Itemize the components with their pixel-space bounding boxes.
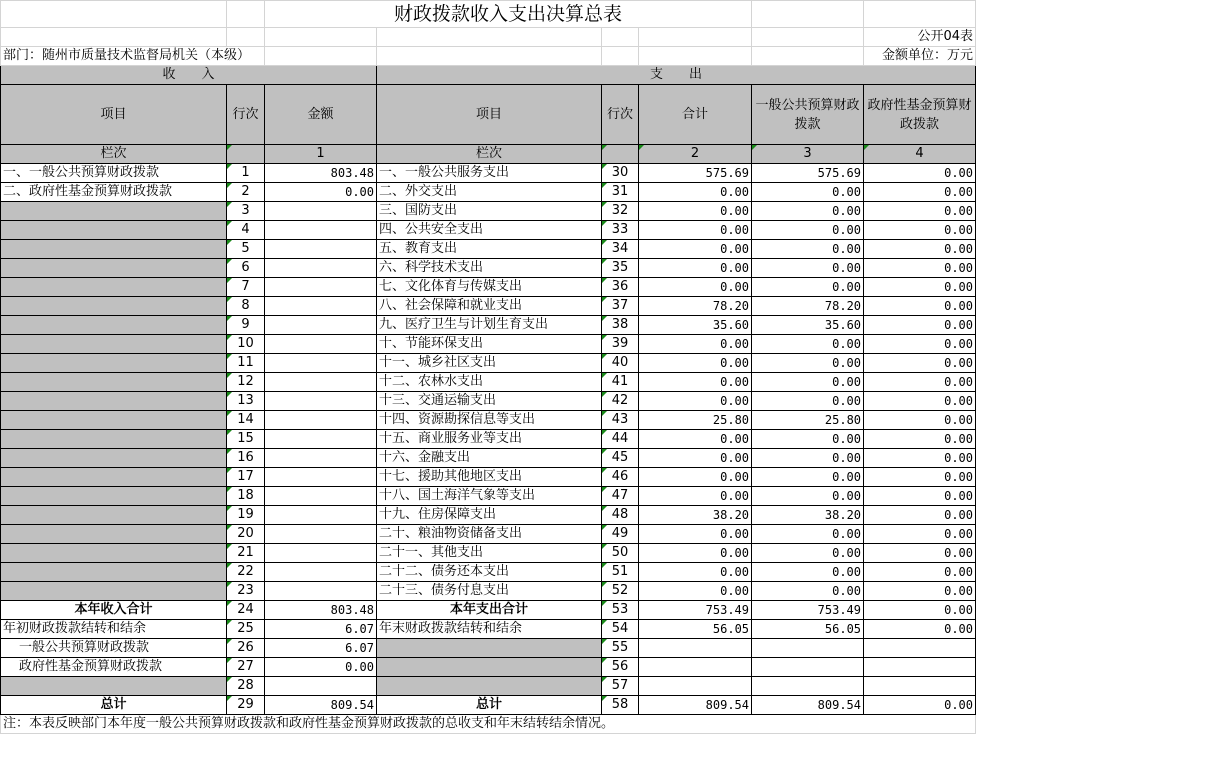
- expense-total-cell: 575.69: [639, 164, 752, 183]
- expense-general-cell: 0.00: [752, 544, 864, 563]
- expense-item-cell: [377, 677, 602, 696]
- expense-fund-header: 政府性基金预算财政拨款: [864, 85, 976, 145]
- income-item-cell: 一、一般公共预算财政拨款: [1, 164, 227, 183]
- income-item-cell: [1, 487, 227, 506]
- expense-line-cell: 45: [602, 449, 639, 468]
- expense-total-cell: 56.05: [639, 620, 752, 639]
- expense-fund-cell: 0.00: [864, 411, 976, 430]
- income-amount-header: 金额: [265, 85, 377, 145]
- income-item-cell: [1, 544, 227, 563]
- income-item-cell: 二、政府性基金预算财政拨款: [1, 183, 227, 202]
- expense-item-cell: 八、社会保障和就业支出: [377, 297, 602, 316]
- summary-row: [1, 601, 976, 620]
- income-item-cell: [1, 335, 227, 354]
- expense-fund-cell: 0.00: [864, 525, 976, 544]
- table-row: [1, 221, 976, 240]
- income-item-cell: [1, 373, 227, 392]
- expense-general-cell: 0.00: [752, 563, 864, 582]
- expense-item-cell: 十二、农林水支出: [377, 373, 602, 392]
- expense-item-cell: 十九、住房保障支出: [377, 506, 602, 525]
- expense-fund-cell: 0.00: [864, 335, 976, 354]
- expense-line-cell: 49: [602, 525, 639, 544]
- expense-general-cell: 78.20: [752, 297, 864, 316]
- income-line-cell: 2: [227, 183, 265, 202]
- expense-line-cell: 52: [602, 582, 639, 601]
- income-amount-cell: [265, 240, 377, 259]
- income-amount-cell: [265, 449, 377, 468]
- expense-item-cell: 六、科学技术支出: [377, 259, 602, 278]
- expense-item-cell: 二十二、债务还本支出: [377, 563, 602, 582]
- expense-total-cell: 0.00: [639, 335, 752, 354]
- column-index-1: 1: [265, 145, 377, 164]
- expense-total-cell: 0.00: [639, 392, 752, 411]
- expense-fund-cell: 0.00: [864, 696, 976, 715]
- income-item-header: 项目: [1, 85, 227, 145]
- income-item-cell: [1, 392, 227, 411]
- expense-total-cell: 0.00: [639, 354, 752, 373]
- expense-line-cell: 43: [602, 411, 639, 430]
- expense-fund-cell: 0.00: [864, 449, 976, 468]
- expense-total-cell: 0.00: [639, 525, 752, 544]
- income-item-cell: 本年收入合计: [1, 601, 227, 620]
- table-row: [1, 468, 976, 487]
- expense-item-cell: 本年支出合计: [377, 601, 602, 620]
- income-amount-cell: [265, 525, 377, 544]
- income-line-cell: 23: [227, 582, 265, 601]
- income-item-cell: [1, 411, 227, 430]
- income-line-cell: 20: [227, 525, 265, 544]
- table-row: [1, 335, 976, 354]
- expense-fund-cell: 0.00: [864, 183, 976, 202]
- expense-item-cell: 五、教育支出: [377, 240, 602, 259]
- expense-header: 支 出: [377, 66, 976, 85]
- income-item-cell: [1, 506, 227, 525]
- income-amount-cell: [265, 392, 377, 411]
- expense-line-cell: 58: [602, 696, 639, 715]
- expense-general-cell: [752, 677, 864, 696]
- expense-general-cell: [752, 658, 864, 677]
- expense-fund-cell: 0.00: [864, 259, 976, 278]
- income-line-cell: 29: [227, 696, 265, 715]
- summary-row: [1, 696, 976, 715]
- expense-total-cell: 0.00: [639, 563, 752, 582]
- income-item-cell: [1, 278, 227, 297]
- table-row: [1, 297, 976, 316]
- table-row: [1, 183, 976, 202]
- expense-general-cell: 0.00: [752, 202, 864, 221]
- expense-fund-cell: 0.00: [864, 221, 976, 240]
- income-amount-cell: [265, 316, 377, 335]
- column-index-cell: [602, 145, 639, 164]
- income-line-cell: 9: [227, 316, 265, 335]
- table-row: [1, 411, 976, 430]
- table-row: [1, 259, 976, 278]
- expense-item-cell: 十六、金融支出: [377, 449, 602, 468]
- expense-total-cell: [639, 658, 752, 677]
- expense-line-cell: 42: [602, 392, 639, 411]
- expense-fund-cell: [864, 658, 976, 677]
- expense-line-cell: 47: [602, 487, 639, 506]
- income-amount-cell: [265, 677, 377, 696]
- expense-fund-cell: 0.00: [864, 297, 976, 316]
- expense-line-cell: 32: [602, 202, 639, 221]
- expense-general-cell: 0.00: [752, 392, 864, 411]
- summary-row: [1, 639, 976, 658]
- expense-fund-cell: 0.00: [864, 620, 976, 639]
- expense-general-cell: 0.00: [752, 582, 864, 601]
- expense-fund-cell: 0.00: [864, 164, 976, 183]
- expense-general-cell: 0.00: [752, 449, 864, 468]
- expense-general-cell: 753.49: [752, 601, 864, 620]
- expense-fund-cell: 0.00: [864, 278, 976, 297]
- income-line-cell: 15: [227, 430, 265, 449]
- expense-general-cell: 0.00: [752, 259, 864, 278]
- expense-fund-cell: 0.00: [864, 563, 976, 582]
- table-row: [1, 373, 976, 392]
- expense-total-cell: 0.00: [639, 449, 752, 468]
- expense-item-cell: 四、公共安全支出: [377, 221, 602, 240]
- expense-line-cell: 44: [602, 430, 639, 449]
- expense-line-cell: 38: [602, 316, 639, 335]
- income-amount-cell: [265, 582, 377, 601]
- expense-line-cell: 34: [602, 240, 639, 259]
- income-line-header: 行次: [227, 85, 265, 145]
- income-item-cell: [1, 316, 227, 335]
- table-row: [1, 563, 976, 582]
- income-amount-cell: [265, 487, 377, 506]
- form-number: 公开04表: [864, 28, 976, 47]
- expense-total-cell: 0.00: [639, 259, 752, 278]
- income-line-cell: 18: [227, 487, 265, 506]
- expense-fund-cell: 0.00: [864, 373, 976, 392]
- table-row: [1, 544, 976, 563]
- income-amount-cell: 803.48: [265, 164, 377, 183]
- expense-line-cell: 31: [602, 183, 639, 202]
- income-amount-cell: [265, 506, 377, 525]
- income-item-cell: [1, 297, 227, 316]
- expense-total-cell: 78.20: [639, 297, 752, 316]
- income-line-cell: 14: [227, 411, 265, 430]
- expense-general-cell: 0.00: [752, 487, 864, 506]
- table-row: [1, 278, 976, 297]
- income-line-cell: 21: [227, 544, 265, 563]
- expense-general-cell: 0.00: [752, 468, 864, 487]
- expense-total-cell: 25.80: [639, 411, 752, 430]
- expense-item-cell: 三、国防支出: [377, 202, 602, 221]
- income-amount-cell: 0.00: [265, 183, 377, 202]
- expense-total-cell: 809.54: [639, 696, 752, 715]
- expense-total-cell: 0.00: [639, 278, 752, 297]
- income-line-cell: 1: [227, 164, 265, 183]
- expense-line-cell: 40: [602, 354, 639, 373]
- income-item-cell: [1, 202, 227, 221]
- column-index-2: 2: [639, 145, 752, 164]
- expense-item-header: 项目: [377, 85, 602, 145]
- table-row: [1, 582, 976, 601]
- footnote: 注：本表反映部门本年度一般公共预算财政拨款和政府性基金预算财政拨款的总收支和年末结转结余情况。: [1, 715, 976, 734]
- income-amount-cell: [265, 468, 377, 487]
- income-amount-cell: [265, 373, 377, 392]
- expense-general-cell: 0.00: [752, 335, 864, 354]
- expense-item-cell: 二十、粮油物资储备支出: [377, 525, 602, 544]
- expense-general-cell: 0.00: [752, 221, 864, 240]
- income-amount-cell: [265, 259, 377, 278]
- table-row: [1, 392, 976, 411]
- income-line-cell: 25: [227, 620, 265, 639]
- expense-item-cell: 十八、国土海洋气象等支出: [377, 487, 602, 506]
- column-index-label: 栏次: [1, 145, 227, 164]
- expense-fund-cell: 0.00: [864, 601, 976, 620]
- income-item-cell: [1, 430, 227, 449]
- income-amount-cell: 6.07: [265, 639, 377, 658]
- expense-fund-cell: 0.00: [864, 392, 976, 411]
- expense-general-cell: 0.00: [752, 240, 864, 259]
- expense-fund-cell: 0.00: [864, 240, 976, 259]
- expense-line-cell: 39: [602, 335, 639, 354]
- income-item-cell: [1, 582, 227, 601]
- income-item-cell: [1, 677, 227, 696]
- income-line-cell: 3: [227, 202, 265, 221]
- income-line-cell: 8: [227, 297, 265, 316]
- income-item-cell: [1, 563, 227, 582]
- income-amount-cell: [265, 278, 377, 297]
- table-row: [1, 202, 976, 221]
- income-amount-cell: [265, 563, 377, 582]
- expense-line-cell: 54: [602, 620, 639, 639]
- income-line-cell: 22: [227, 563, 265, 582]
- income-amount-cell: [265, 221, 377, 240]
- expense-fund-cell: 0.00: [864, 202, 976, 221]
- income-amount-cell: [265, 202, 377, 221]
- expense-fund-cell: [864, 639, 976, 658]
- expense-item-cell: 年末财政拨款结转和结余: [377, 620, 602, 639]
- summary-row: [1, 677, 976, 696]
- expense-item-cell: 七、文化体育与传媒支出: [377, 278, 602, 297]
- expense-general-cell: 809.54: [752, 696, 864, 715]
- expense-total-cell: 0.00: [639, 582, 752, 601]
- expense-fund-cell: 0.00: [864, 487, 976, 506]
- income-line-cell: 6: [227, 259, 265, 278]
- income-item-cell: [1, 449, 227, 468]
- income-line-cell: 27: [227, 658, 265, 677]
- expense-fund-cell: 0.00: [864, 506, 976, 525]
- income-item-cell: 一般公共预算财政拨款: [1, 639, 227, 658]
- expense-item-cell: 二、外交支出: [377, 183, 602, 202]
- income-line-cell: 17: [227, 468, 265, 487]
- expense-general-cell: 56.05: [752, 620, 864, 639]
- expense-line-cell: 37: [602, 297, 639, 316]
- income-line-cell: 24: [227, 601, 265, 620]
- income-line-cell: 11: [227, 354, 265, 373]
- income-line-cell: 12: [227, 373, 265, 392]
- expense-item-cell: 十、节能环保支出: [377, 335, 602, 354]
- income-line-cell: 16: [227, 449, 265, 468]
- income-line-cell: 7: [227, 278, 265, 297]
- expense-item-cell: 二十一、其他支出: [377, 544, 602, 563]
- table-row: [1, 430, 976, 449]
- expense-item-cell: 十五、商业服务业等支出: [377, 430, 602, 449]
- expense-line-cell: 48: [602, 506, 639, 525]
- income-item-cell: 总计: [1, 696, 227, 715]
- column-index-3: 3: [752, 145, 864, 164]
- expense-general-cell: 575.69: [752, 164, 864, 183]
- income-header: 收 入: [1, 66, 377, 85]
- income-line-cell: 19: [227, 506, 265, 525]
- table-row: [1, 525, 976, 544]
- income-amount-cell: [265, 544, 377, 563]
- expense-total-cell: 0.00: [639, 544, 752, 563]
- income-amount-cell: 803.48: [265, 601, 377, 620]
- expense-line-cell: 35: [602, 259, 639, 278]
- expense-fund-cell: 0.00: [864, 582, 976, 601]
- income-line-cell: 5: [227, 240, 265, 259]
- expense-item-cell: 九、医疗卫生与计划生育支出: [377, 316, 602, 335]
- expense-total-cell: [639, 639, 752, 658]
- income-item-cell: [1, 259, 227, 278]
- expense-total-cell: 38.20: [639, 506, 752, 525]
- expense-total-cell: 35.60: [639, 316, 752, 335]
- summary-row: [1, 658, 976, 677]
- expense-line-cell: 33: [602, 221, 639, 240]
- income-line-cell: 28: [227, 677, 265, 696]
- table-row: [1, 316, 976, 335]
- expense-line-cell: 53: [602, 601, 639, 620]
- income-line-cell: 4: [227, 221, 265, 240]
- expense-item-cell: 二十三、债务付息支出: [377, 582, 602, 601]
- income-amount-cell: [265, 411, 377, 430]
- expense-line-cell: 57: [602, 677, 639, 696]
- expense-general-cell: 0.00: [752, 430, 864, 449]
- expense-line-cell: 36: [602, 278, 639, 297]
- income-line-cell: 26: [227, 639, 265, 658]
- expense-item-cell: 十三、交通运输支出: [377, 392, 602, 411]
- empty-sheet-area: [975, 0, 1229, 762]
- expense-total-cell: [639, 677, 752, 696]
- table-row: [1, 240, 976, 259]
- expense-general-cell: 38.20: [752, 506, 864, 525]
- income-amount-cell: 809.54: [265, 696, 377, 715]
- expense-fund-cell: 0.00: [864, 430, 976, 449]
- income-amount-cell: [265, 297, 377, 316]
- income-amount-cell: [265, 354, 377, 373]
- expense-total-cell: 753.49: [639, 601, 752, 620]
- expense-item-cell: [377, 639, 602, 658]
- expense-general-cell: 0.00: [752, 354, 864, 373]
- expense-line-cell: 46: [602, 468, 639, 487]
- expense-general-cell: 0.00: [752, 183, 864, 202]
- expense-total-header: 合计: [639, 85, 752, 145]
- expense-line-cell: 30: [602, 164, 639, 183]
- expense-item-cell: 总计: [377, 696, 602, 715]
- expense-item-cell: 十七、援助其他地区支出: [377, 468, 602, 487]
- table-row: [1, 506, 976, 525]
- expense-item-cell: 十一、城乡社区支出: [377, 354, 602, 373]
- income-item-cell: [1, 240, 227, 259]
- expense-line-header: 行次: [602, 85, 639, 145]
- income-item-cell: [1, 221, 227, 240]
- expense-general-cell: 0.00: [752, 278, 864, 297]
- table-row: [1, 449, 976, 468]
- expense-line-cell: 41: [602, 373, 639, 392]
- expense-line-cell: 50: [602, 544, 639, 563]
- table-row: [1, 354, 976, 373]
- column-index-label-2: 栏次: [377, 145, 602, 164]
- expense-line-cell: 55: [602, 639, 639, 658]
- income-item-cell: 政府性基金预算财政拨款: [1, 658, 227, 677]
- expense-total-cell: 0.00: [639, 468, 752, 487]
- department-label: 部门：随州市质量技术监督局机关（本级）: [1, 47, 265, 66]
- expense-total-cell: 0.00: [639, 240, 752, 259]
- expense-item-cell: 一、一般公共服务支出: [377, 164, 602, 183]
- expense-total-cell: 0.00: [639, 487, 752, 506]
- income-item-cell: [1, 468, 227, 487]
- table-row: [1, 487, 976, 506]
- income-item-cell: 年初财政拨款结转和结余: [1, 620, 227, 639]
- expense-fund-cell: 0.00: [864, 354, 976, 373]
- expense-total-cell: 0.00: [639, 373, 752, 392]
- income-amount-cell: 0.00: [265, 658, 377, 677]
- income-item-cell: [1, 354, 227, 373]
- expense-total-cell: 0.00: [639, 202, 752, 221]
- expense-fund-cell: 0.00: [864, 316, 976, 335]
- expense-item-cell: 十四、资源勘探信息等支出: [377, 411, 602, 430]
- expense-general-header: 一般公共预算财政拨款: [752, 85, 864, 145]
- expense-general-cell: 0.00: [752, 373, 864, 392]
- summary-row: [1, 620, 976, 639]
- income-line-cell: 13: [227, 392, 265, 411]
- expense-fund-cell: 0.00: [864, 544, 976, 563]
- table-row: [1, 164, 976, 183]
- income-amount-cell: [265, 430, 377, 449]
- unit-label: 金额单位：万元: [864, 47, 976, 66]
- expense-general-cell: [752, 639, 864, 658]
- expense-fund-cell: 0.00: [864, 468, 976, 487]
- expense-total-cell: 0.00: [639, 221, 752, 240]
- column-index-cell: [227, 145, 265, 164]
- expense-total-cell: 0.00: [639, 183, 752, 202]
- expense-line-cell: 51: [602, 563, 639, 582]
- income-amount-cell: 6.07: [265, 620, 377, 639]
- expense-general-cell: 25.80: [752, 411, 864, 430]
- expense-item-cell: [377, 658, 602, 677]
- income-line-cell: 10: [227, 335, 265, 354]
- expense-total-cell: 0.00: [639, 430, 752, 449]
- column-index-4: 4: [864, 145, 976, 164]
- income-item-cell: [1, 525, 227, 544]
- report-title: 财政拨款收入支出决算总表: [265, 1, 752, 28]
- expense-line-cell: 56: [602, 658, 639, 677]
- expense-general-cell: 35.60: [752, 316, 864, 335]
- expense-fund-cell: [864, 677, 976, 696]
- income-amount-cell: [265, 335, 377, 354]
- expense-general-cell: 0.00: [752, 525, 864, 544]
